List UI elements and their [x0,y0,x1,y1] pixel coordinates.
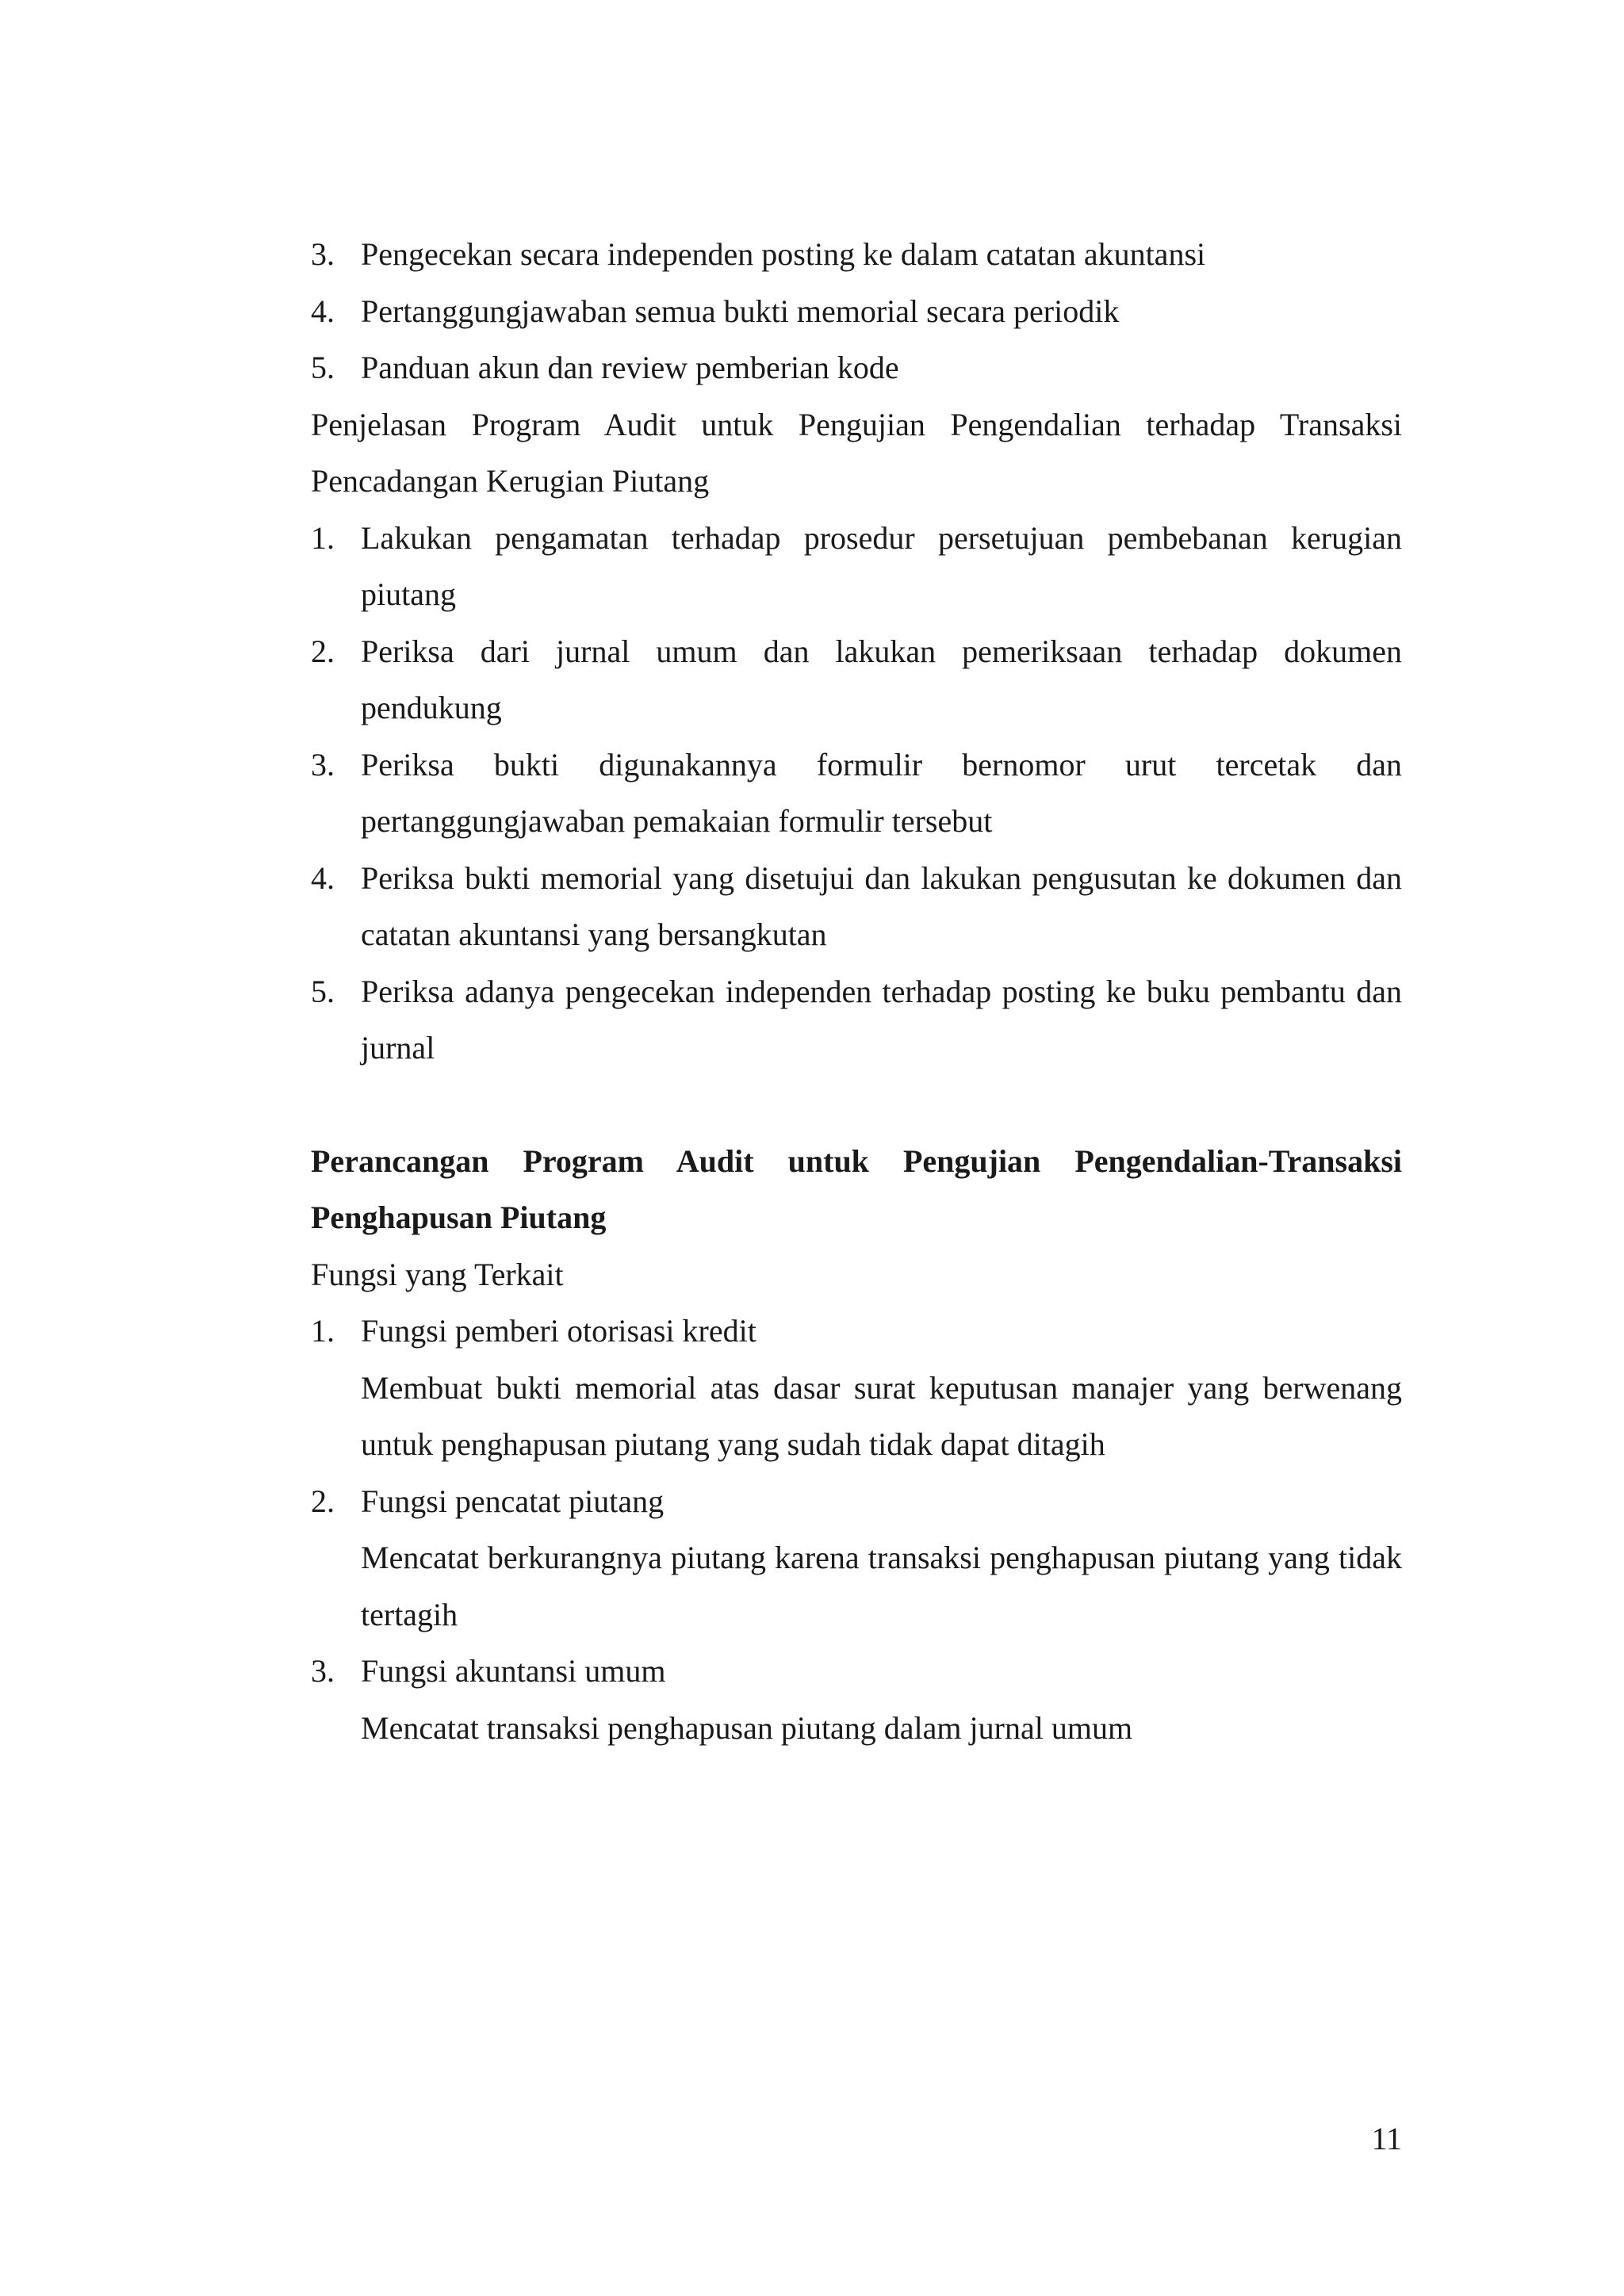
list-item-text: Pertanggungjawaban semua bukti memorial secara periodik [361,293,1120,329]
page-number: 11 [1371,2121,1402,2156]
list-item [311,623,1402,737]
section-title: Penjelasan Program Audit untuk Pengujian Pengendalian terhadap Transaksi Pencadangan Kerugian Piutang [311,406,1402,499]
list-item-number: 4. [311,293,335,329]
list-item-text: Periksa bukti memorial yang disetujui dan lakukan pengusutan ke dokumen dan catatan akuntansi yang bersangkutan [361,859,1402,952]
list-item [311,1473,1402,1644]
function-title: Fungsi akuntansi umum [361,1653,666,1689]
subheading: Fungsi yang Terkait [311,1256,564,1292]
list-item [311,737,1402,850]
list-item-text: Periksa bukti digunakannya formulir bernomor urut tercetak dan pertanggungjawaban pemakaian formulir tersebut [361,746,1402,839]
list-item-number: 1. [311,519,335,556]
function-title: Fungsi pemberi otorisasi kredit [361,1313,756,1349]
list-item [311,510,1402,623]
section-heading: Perancangan Program Audit untuk Pengujian Pengendalian-Transaksi Penghapusan Piutang [311,1142,1402,1235]
list-item [311,226,1402,283]
list-item-text: Panduan akun dan review pemberian kode [361,350,899,385]
top-list [311,226,1402,396]
function-description: Mencatat transaksi penghapusan piutang dalam jurnal umum [361,1709,1133,1746]
list-item [311,963,1402,1077]
list-item-number: 2. [311,1483,335,1519]
list-item-number: 3. [311,746,335,783]
list-item-number: 2. [311,633,335,669]
list-item-number: 3. [311,236,335,272]
related-functions-list [311,1303,1402,1756]
list-item-number: 5. [311,350,335,385]
function-description: Membuat bukti memorial atas dasar surat keputusan manajer yang berwenang untuk penghapusan piutang yang sudah tidak dapat ditagih [361,1369,1402,1462]
list-item [311,1303,1402,1473]
audit-program-list [311,510,1402,1077]
list-item [311,850,1402,963]
function-description: Mencatat berkurangnya piutang karena transaksi penghapusan piutang yang tidak tertagih [361,1540,1402,1632]
list-item-number: 4. [311,859,335,896]
document-page [311,226,1402,1756]
list-item-number: 1. [311,1313,335,1349]
function-title: Fungsi pencatat piutang [361,1483,665,1519]
list-item-text: Lakukan pengamatan terhadap prosedur persetujuan pembebanan kerugian piutang [361,519,1402,612]
list-item-number: 5. [311,973,335,1009]
list-item [311,339,1402,396]
list-item-text: Periksa dari jurnal umum dan lakukan pemeriksaan terhadap dokumen pendukung [361,633,1402,725]
list-item-text: Pengecekan secara independen posting ke dalam catatan akuntansi [361,236,1206,272]
list-item [311,1643,1402,1756]
list-item [311,283,1402,340]
list-item-text: Periksa adanya pengecekan independen terhadap posting ke buku pembantu dan jurnal [361,973,1402,1066]
list-item-number: 3. [311,1653,335,1689]
